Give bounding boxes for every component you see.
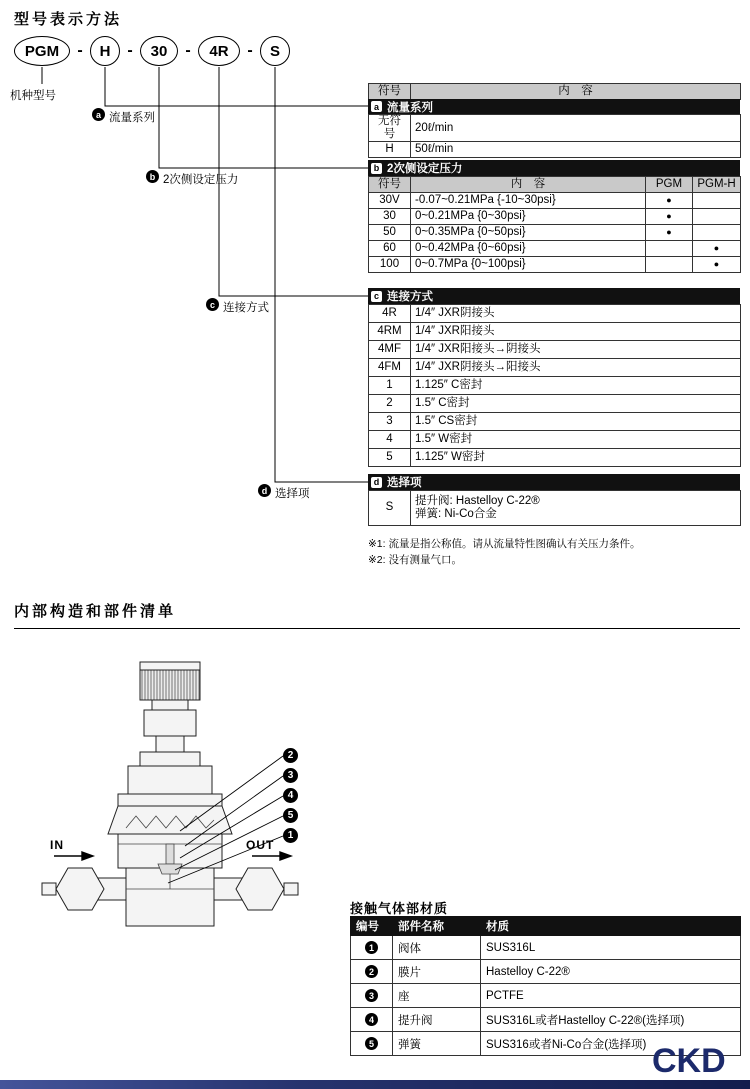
pressure-row-content: 0~0.42MPa {0~60psi}	[411, 241, 646, 257]
model-segment-pressure-text: 30	[150, 42, 168, 60]
pressure-col-pgmh: PGM-H	[693, 177, 741, 193]
pressure-pgm-dot	[646, 257, 693, 273]
connection-row-code: 4R	[369, 305, 411, 323]
material-value: SUS316L	[481, 936, 741, 960]
option-bar	[368, 474, 740, 490]
flow-series-table	[368, 114, 741, 158]
callout-5-icon: 5	[283, 808, 298, 823]
pressure-pgm-dot: ●	[646, 209, 693, 225]
material-no-icon: 1	[365, 941, 378, 954]
pressure-bar	[368, 160, 740, 176]
pressure-row-code: 100	[369, 257, 411, 273]
pressure-row-code: 60	[369, 241, 411, 257]
badge-a-icon: a	[92, 108, 105, 121]
pressure-pgm-dot: ●	[646, 225, 693, 241]
section-title-internal-structure: 内部构造和部件清单	[14, 603, 177, 620]
material-value: PCTFE	[481, 984, 741, 1008]
connection-row-content: 1/4″ JXR阴接头	[411, 305, 741, 323]
flow-row-code: 无符号	[369, 115, 411, 142]
connection-row-code: 4MF	[369, 341, 411, 359]
material-name: 弹簧	[393, 1032, 481, 1056]
note-1: ※1: 流量是指公称值。请从流量特性图确认有关压力条件。	[368, 538, 641, 550]
connection-row-code: 2	[369, 395, 411, 413]
pressure-row-code: 50	[369, 225, 411, 241]
option-badge: d	[371, 477, 382, 488]
callout-label-pressure: 2次侧设定压力	[163, 174, 239, 186]
pressure-row-content: 0~0.21MPa {0~30psi}	[411, 209, 646, 225]
connection-row-content: 1.5″ W密封	[411, 431, 741, 449]
model-segment-connection	[198, 36, 240, 66]
connection-title: 连接方式	[387, 291, 433, 303]
connection-row-content: 1/4″ JXR阳接头	[411, 323, 741, 341]
material-name: 阀体	[393, 936, 481, 960]
model-separator: -	[77, 42, 83, 59]
connection-row-code: 5	[369, 449, 411, 467]
material-name: 座	[393, 984, 481, 1008]
connection-row-content: 1/4″ JXR阴接头→阳接头	[411, 359, 741, 377]
option-row-content	[411, 491, 741, 526]
pressure-col-symbol: 符号	[369, 177, 411, 193]
flow-series-badge: a	[371, 101, 382, 112]
material-value: Hastelloy C-22®	[481, 960, 741, 984]
callout-label-option: 选择项	[275, 488, 310, 500]
pressure-row-content: -0.07~0.21MPa {-10~30psi}	[411, 193, 646, 209]
pressure-badge: b	[371, 163, 382, 174]
footer-bar	[0, 1080, 750, 1089]
flow-series-bar	[368, 99, 740, 114]
pressure-pgm-dot: ●	[646, 193, 693, 209]
material-value: SUS316L或者Hastelloy C-22®(选择项)	[481, 1008, 741, 1032]
option-line-poppet: 提升阀: Hastelloy C-22®	[415, 494, 540, 507]
pressure-title: 2次侧设定压力	[387, 163, 463, 175]
connection-row-content: 1.125″ C密封	[411, 377, 741, 395]
model-separator: -	[247, 42, 253, 59]
option-table	[368, 490, 741, 526]
connection-row-content: 1.5″ CS密封	[411, 413, 741, 431]
materials-header-material: 材质	[481, 917, 741, 936]
pressure-pgmh-dot: ●	[693, 257, 741, 273]
connection-row-content: 1.125″ W密封	[411, 449, 741, 467]
material-row	[351, 1008, 741, 1032]
material-name: 膜片	[393, 960, 481, 984]
pressure-pgm-dot	[646, 241, 693, 257]
model-segment-option	[260, 36, 290, 66]
connection-bar	[368, 288, 740, 304]
material-no-icon: 5	[365, 1037, 378, 1050]
connection-row-code: 3	[369, 413, 411, 431]
model-separator: -	[185, 42, 191, 59]
pressure-row-code: 30V	[369, 193, 411, 209]
connection-badge: c	[371, 291, 382, 302]
section-divider	[14, 628, 740, 629]
callout-3-icon: 3	[283, 768, 298, 783]
pressure-pgmh-dot	[693, 209, 741, 225]
model-segment-series-text: PGM	[24, 42, 60, 60]
model-segment-connection-text: 4R	[209, 42, 229, 60]
note-2: ※2: 没有测量气口。	[368, 554, 462, 566]
option-row-code: S	[369, 491, 411, 526]
header-content: 内 容	[411, 84, 741, 100]
callout-1-icon: 1	[283, 828, 298, 843]
connection-row-code: 1	[369, 377, 411, 395]
material-value: SUS316或者Ni-Co合金(选择项)	[481, 1032, 741, 1056]
badge-d-icon: d	[258, 484, 271, 497]
callout-label-connection: 连接方式	[223, 302, 269, 314]
materials-header-no: 编号	[351, 917, 393, 936]
material-row	[351, 936, 741, 960]
callout-4-icon: 4	[283, 788, 298, 803]
connection-row-content: 1/4″ JXR阳接头→阴接头	[411, 341, 741, 359]
pressure-pgmh-dot	[693, 225, 741, 241]
option-line-spring: 弹簧: Ni-Co合金	[415, 508, 497, 520]
machine-model-label: 机种型号	[10, 90, 56, 102]
connection-row-code: 4FM	[369, 359, 411, 377]
material-row	[351, 984, 741, 1008]
model-segment-option-text: S	[269, 42, 280, 60]
connection-table	[368, 304, 741, 467]
model-segment-series	[14, 36, 70, 66]
model-segment-flow-text: H	[99, 42, 111, 60]
section-title-model-designation: 型号表示方法	[14, 11, 123, 28]
callout-2-icon: 2	[283, 748, 298, 763]
material-no-icon: 4	[365, 1013, 378, 1026]
connection-row-code: 4	[369, 431, 411, 449]
materials-table	[350, 916, 741, 1056]
material-no-icon: 2	[365, 965, 378, 978]
pressure-table	[368, 176, 741, 273]
pressure-row-content: 0~0.7MPa {0~100psi}	[411, 257, 646, 273]
materials-header-name: 部件名称	[393, 917, 481, 936]
header-symbol: 符号	[369, 84, 411, 100]
materials-title: 接触气体部材质	[350, 901, 449, 916]
flow-series-title: 流量系列	[387, 101, 433, 114]
connection-row-code: 4RM	[369, 323, 411, 341]
badge-b-icon: b	[146, 170, 159, 183]
material-row	[351, 960, 741, 984]
model-separator: -	[127, 42, 133, 59]
flow-row-content: 20ℓ/min	[411, 115, 741, 142]
pressure-pgmh-dot	[693, 193, 741, 209]
in-label: IN	[50, 838, 64, 852]
pressure-pgmh-dot: ●	[693, 241, 741, 257]
callout-label-flow: 流量系列	[109, 112, 155, 124]
pressure-row-content: 0~0.35MPa {0~50psi}	[411, 225, 646, 241]
material-no-icon: 3	[365, 989, 378, 1002]
ckd-logo: CKD	[652, 1042, 726, 1080]
pressure-row-code: 30	[369, 209, 411, 225]
option-title: 选择项	[387, 477, 422, 489]
pressure-col-content: 内 容	[411, 177, 646, 193]
flow-row-content: 50ℓ/min	[411, 142, 741, 158]
material-name: 提升阀	[393, 1008, 481, 1032]
badge-c-icon: c	[206, 298, 219, 311]
out-label: OUT	[246, 838, 275, 852]
model-segment-pressure	[140, 36, 178, 66]
model-segment-flow	[90, 36, 120, 66]
symbol-content-header-table	[368, 83, 741, 100]
pressure-col-pgm: PGM	[646, 177, 693, 193]
flow-row-code: H	[369, 142, 411, 158]
connection-row-content: 1.5″ C密封	[411, 395, 741, 413]
